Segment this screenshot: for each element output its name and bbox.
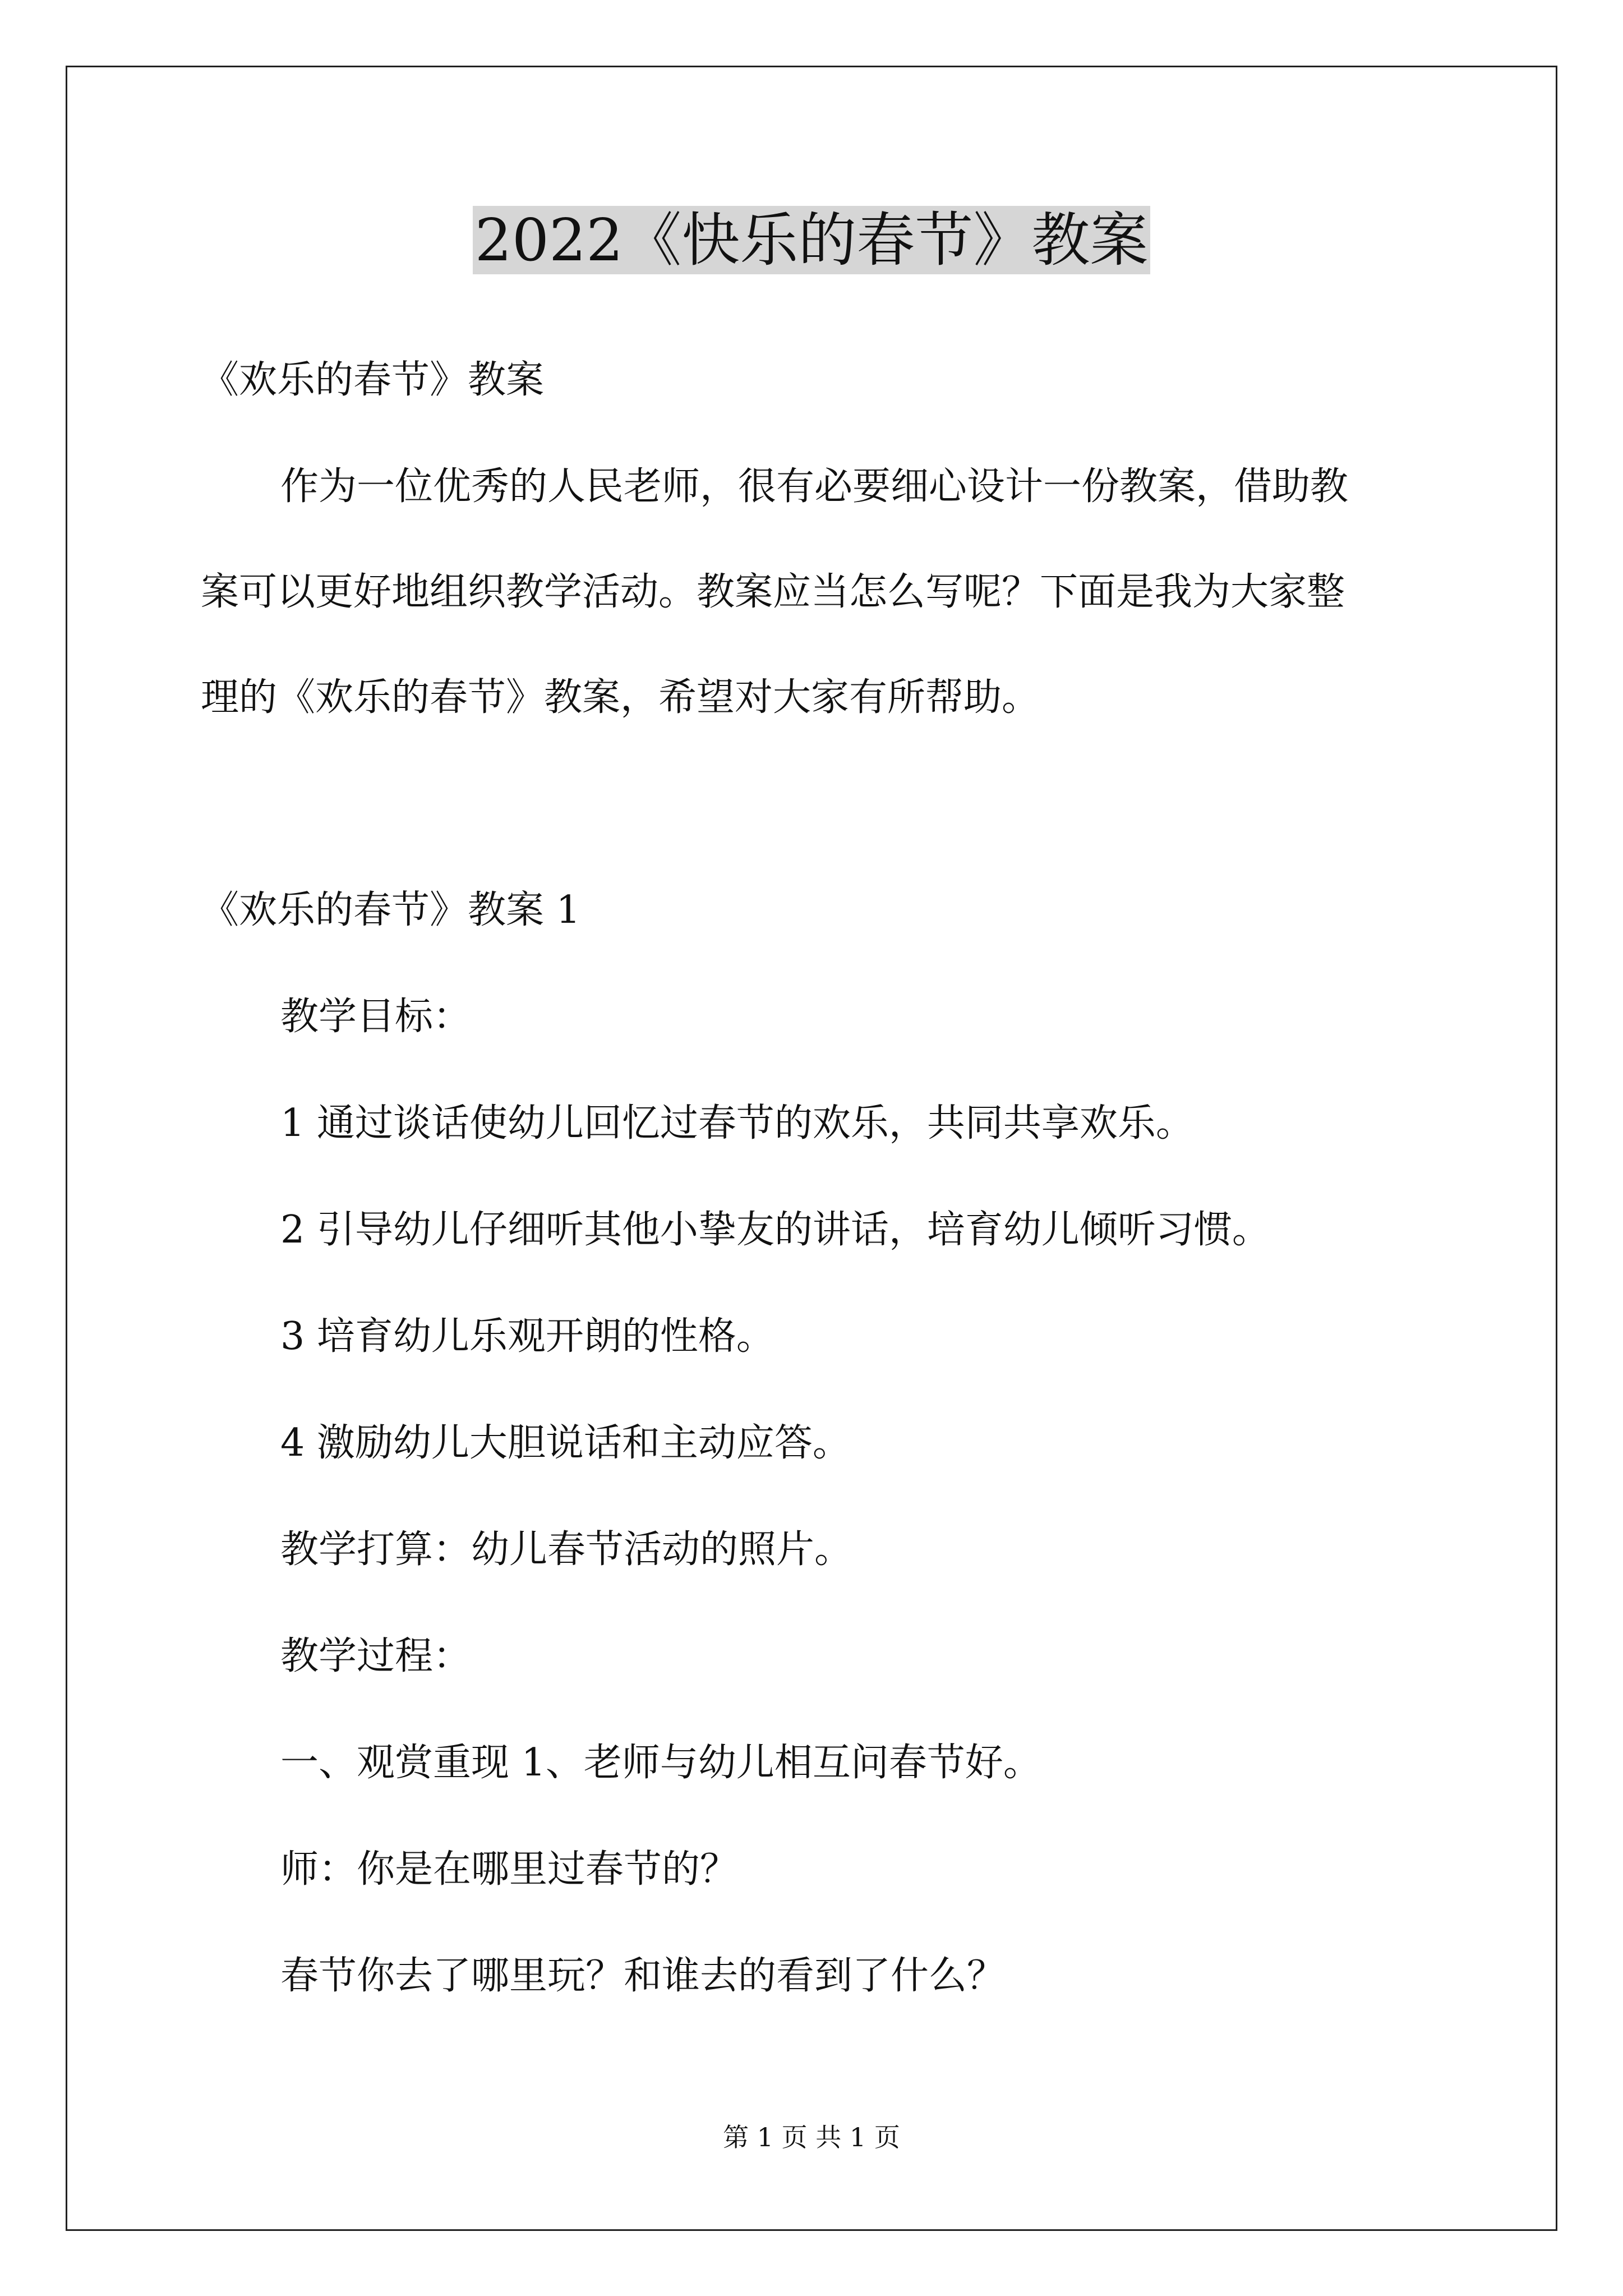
intro-line-1: 作为一位优秀的人民老师，很有必要细心设计一份教案，借助教 — [280, 464, 1349, 509]
intro-line-3: 理的《欢乐的春节》教案，希望对大家有所帮助。 — [201, 675, 1040, 720]
body-line: 3 培育幼儿乐观开朗的性格。 — [280, 1314, 774, 1359]
section-heading: 《欢乐的春节》教案 1 — [201, 888, 580, 932]
body-line: 春节你去了哪里玩？和谁去的看到了什么？ — [280, 1954, 1006, 1998]
page-footer: 第 1 页 共 1 页 — [723, 2122, 900, 2152]
body-line: 一、观赏重现 1、老师与幼儿相互问春节好。 — [280, 1741, 1041, 1785]
body-line: 2 引导幼儿仔细听其他小挚友的讲话，培育幼儿倾听习惯。 — [280, 1208, 1270, 1252]
document-title: 2022《快乐的春节》教案 — [0, 201, 1623, 279]
body-line: 教学打算：幼儿春节活动的照片。 — [280, 1527, 853, 1572]
body-line: 教学目标： — [280, 995, 472, 1039]
body-line: 1 通过谈话使幼儿回忆过春节的欢乐，共同共享欢乐。 — [280, 1101, 1194, 1145]
body-line: 4 激励幼儿大胆说话和主动应答。 — [280, 1421, 851, 1465]
intro-line-2: 案可以更好地组织教学活动。教案应当怎么写呢？下面是我为大家整 — [201, 570, 1345, 614]
subtitle: 《欢乐的春节》教案 — [201, 358, 545, 402]
body-line: 教学过程： — [280, 1634, 472, 1678]
body-line: 师：你是在哪里过春节的？ — [280, 1847, 739, 1892]
